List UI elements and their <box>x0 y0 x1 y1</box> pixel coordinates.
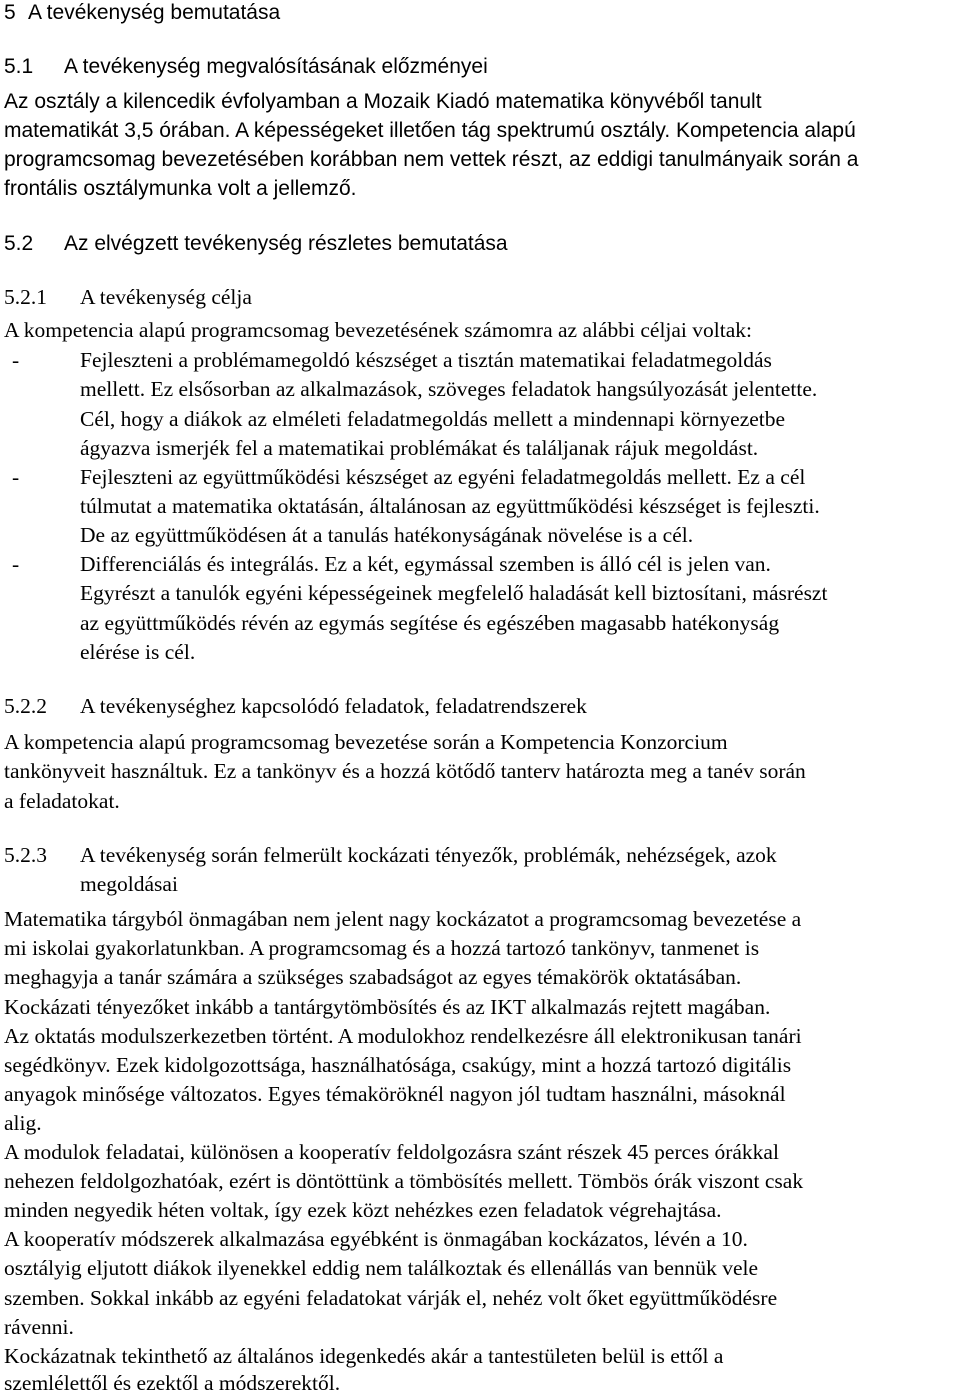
paragraph-line: frontális osztálymunka volt a jellemző. <box>4 177 357 200</box>
bullet-line: De az együttműködésen át a tanulás hatékonyságának növelése is a cél. <box>80 523 694 547</box>
paragraph-line: A kompetencia alapú programcsomag bevezetése során a Kompetencia Konzorcium <box>4 730 728 754</box>
heading-title: A tevékenység bemutatása <box>28 1 281 24</box>
bullet-line: Egyrészt a tanulók egyéni képességeinek megfelelő haladását kell biztosítani, másrészt <box>80 581 828 605</box>
bullet-line: mellett. Ez elsősorban az alkalmazások, szöveges feladatok hangsúlyozását jelentette. <box>80 377 818 401</box>
heading-title: A tevékenységhez kapcsolódó feladatok, feladatrendszerek <box>80 694 587 718</box>
heading-number: 5 <box>4 1 16 24</box>
heading-5-2 <box>4 233 508 254</box>
bullet-line: Fejleszteni a problémamegoldó készséget a tisztán matematikai feladatmegoldás <box>80 348 772 372</box>
bullet-line: az együttműködés révén az egymás segítése és egészében magasabb hatékonyság <box>80 611 780 635</box>
bullet-line: túlmutat a matematika oktatásán, általánosan az együttműködési készséget is fejleszti. <box>80 494 820 518</box>
paragraph-line: nehezen feldolgozhatóak, ezért is döntöttünk a tömbösítés mellett. Tömbös órák viszont csak <box>4 1169 804 1193</box>
heading-number: 5.1 <box>4 55 34 78</box>
paragraph-line: A kooperatív módszerek alkalmazása egyébként is önmagában kockázatos, lévén a 10. <box>4 1227 748 1251</box>
heading-number: 5.2.2 <box>4 694 47 718</box>
paragraph-line: szemlélettől és ezektől a módszerektől. <box>4 1371 341 1395</box>
paragraph-line: meghagyja a tanár számára a szükséges szabadságot az egyes témakörök oktatásában. <box>4 965 742 989</box>
paragraph-line: Az osztály a kilencedik évfolyamban a Mozaik Kiadó matematika könyvéből tanult <box>4 90 762 113</box>
paragraph-line: szemben. Sokkal inkább az egyéni feladatokat várják el, nehéz volt őket együttműködésre <box>4 1286 778 1310</box>
paragraph-line: Az oktatás modulszerkezetben történt. A modulokhoz rendelkezésre áll elektronikusan tanári <box>4 1024 802 1048</box>
heading-number: 5.2.1 <box>4 285 47 309</box>
paragraph-line: osztályig eljutott diákok ilyenekkel eddig nem találkoztak és ellenállás van bennük vele <box>4 1256 759 1280</box>
paragraph-line: segédkönyv. Ezek kidolgozottsága, használhatósága, csakúgy, mint a hozzá tartozó digitális <box>4 1053 792 1077</box>
paragraph-line: anyagok minősége változatos. Egyes témaköröknél nagyon jól tudtam használni, másoknál <box>4 1082 786 1106</box>
heading-title-continuation: megoldásai <box>80 872 178 896</box>
heading-5-1 <box>4 56 488 77</box>
bullet-line: ágyazva ismerjék fel a matematikai problémákat és találjanak rájuk megoldást. <box>80 436 759 460</box>
heading-title: A tevékenység megvalósításának előzményei <box>64 55 488 78</box>
heading-5-2-1 <box>4 287 252 309</box>
heading-5-2-2 <box>4 696 587 718</box>
bullet-line: elérése is cél. <box>80 640 196 664</box>
heading-5-2-3 <box>4 845 777 867</box>
paragraph-line: rávenni. <box>4 1315 74 1339</box>
heading-number: 5.2 <box>4 232 34 255</box>
bullet-marker: - <box>12 465 20 489</box>
paragraph-line: tankönyveit használtuk. Ez a tankönyv és a hozzá kötődő tanterv határozta meg a tanév során <box>4 759 806 783</box>
paragraph-line: matematikát 3,5 órában. A képességeket illetően tág spektrumú osztály. Kompetencia alapú <box>4 119 856 142</box>
heading-title: A tevékenység során felmerült kockázati tényezők, problémák, nehézségek, azok <box>80 843 777 867</box>
heading-title: Az elvégzett tevékenység részletes bemutatása <box>64 232 508 255</box>
paragraph-line: A kompetencia alapú programcsomag bevezetésének számomra az alábbi céljai voltak: <box>4 318 752 342</box>
heading-title: A tevékenység célja <box>80 285 252 309</box>
paragraph-line: A modulok feladatai, különösen a kooperatív feldolgozásra szánt részek 45 perces órákkal <box>4 1140 779 1164</box>
paragraph-line: programcsomag bevezetésében korábban nem vettek részt, az eddigi tanulmányaik során a <box>4 148 859 171</box>
bullet-line: Differenciálás és integrálás. Ez a két, egymással szemben is álló cél is jelen van. <box>80 552 771 576</box>
bullet-line: Cél, hogy a diákok az elméleti feladatmegoldás mellett a mindennapi környezetbe <box>80 407 786 431</box>
paragraph-line: minden negyedik héten voltak, így ezek közt nehézkes ezen feladatok végrehajtása. <box>4 1198 722 1222</box>
bullet-marker: - <box>12 552 20 576</box>
heading-5 <box>4 2 280 23</box>
paragraph-line: alig. <box>4 1111 42 1135</box>
paragraph-line: Kockázati tényezőket inkább a tantárgytömbösítés és az IKT alkalmazás rejtett magában. <box>4 995 771 1019</box>
paragraph-line: mi iskolai gyakorlatunkban. A programcsomag és a hozzá tartozó tankönyv, tanmenet is <box>4 936 760 960</box>
paragraph-line: Matematika tárgyból önmagában nem jelent nagy kockázatot a programcsomag bevezetése a <box>4 907 802 931</box>
bullet-line: Fejleszteni az együttműködési készséget az egyéni feladatmegoldás mellett. Ez a cél <box>80 465 806 489</box>
paragraph-line: Kockázatnak tekinthető az általános idegenkedés akár a tantestületen belül is ettől a <box>4 1344 724 1368</box>
paragraph-line: a feladatokat. <box>4 789 120 813</box>
bullet-marker: - <box>12 348 20 372</box>
heading-number: 5.2.3 <box>4 843 47 867</box>
